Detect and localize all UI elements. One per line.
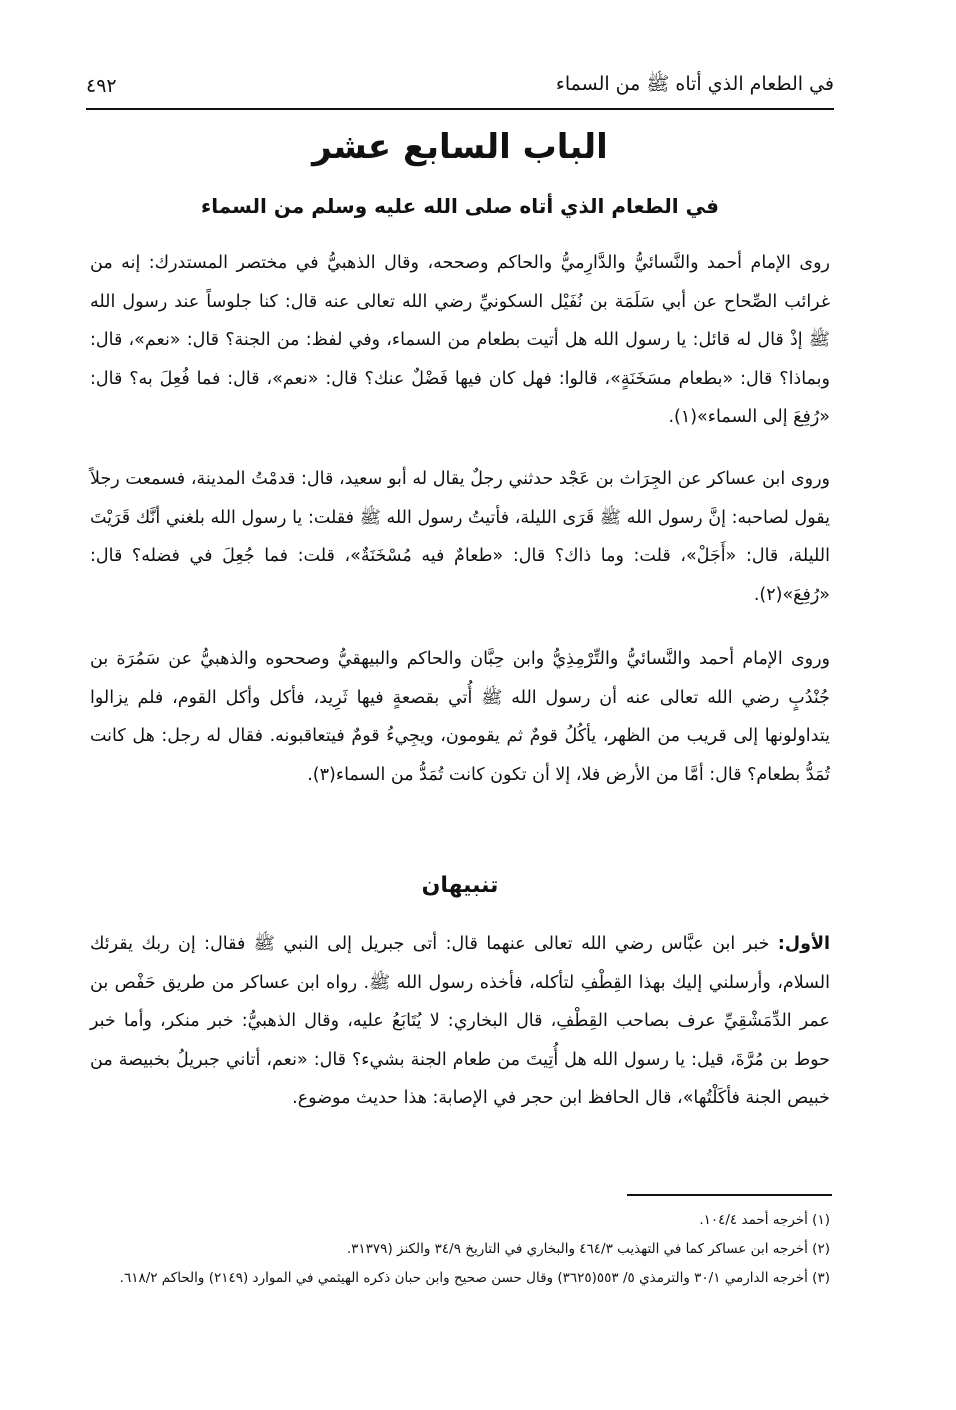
footnote-2: (٢) أخرجه ابن عساكر كما في التهذيب ٤٦٤/٣ والبخاري في التاريخ ٣٤/٩ والكنز (٣١٣٧٩. (346, 1241, 830, 1257)
section-title: تنبيهان (421, 873, 499, 898)
footnotes (90, 1206, 830, 1293)
footnote-3: (٣) أخرجه الدارمي ٣٠/١ والترمذي ٥/ ٥٥٣(٣٦٢٥) وقال حسن صحيح وابن حبان ذكره الهيثمي في الموارد (٢١٤٩) والحاكم ٦١٨/٢. (119, 1270, 830, 1286)
paragraph-2: وروى ابن عساكر عن الجِرَاث بن عَجْد حدثني رجلٌ يقال له أبو سعيد، قال: قدمْتُ المدينة، فسمعت رجلاً يقول لصاحبه: إنَّ رسول الله ﷺ قَرَى الليلة، فأتيتُ رسول الله ﷺ فقلت: يا رسول الله بلغني أنَّك قَرَيْتَ الليلة، قال: «أَجَلْ»، قلت: وما ذاك؟ قال: «طعامٌ فيه مُسْخَنَةٌ»، قلت: فما جُعِلَ في فضله؟ قال: «رُفِعَ»(٢). (90, 469, 830, 605)
footnote-1: (١) أخرجه أحمد ١٠٤/٤. (699, 1212, 830, 1228)
paragraph-4-lead: الأول: (777, 934, 830, 954)
paragraph-4 (90, 925, 830, 1118)
paragraph-3: وروى الإمام أحمد والنَّسائيُّ والتِّرْمِذِيُّ وابن حِبَّان والحاكم والبيهقيُّ وصححوه والذهبيُّ عن سَمُرَة بن جُنْدُبٍ رضي الله تعالى عنه أن رسول الله ﷺ أُتي بقصعةٍ فيها ثَرِيد، فأكل وأكل القوم، فلم يزالوا يتداولونها إلى قريب من الظهر، يأكُلُ قومٌ ثم يقومون، ويجِيءُ قومٌ فيتعاقبونه. فقال له رجل: هل كانت تُمَدُّ بطعام؟ قال: أمَّا من الأرض فلا، إلا أن تكون كانت تُمَدُّ من السماء(٣). (90, 649, 830, 785)
page-number: ٤٩٢ (86, 75, 117, 97)
paragraph-1: روى الإمام أحمد والنَّسائيُّ والدَّارِميُّ والحاكم وصححه، وقال الذهبيُّ في مختصر المستدرك: إنه من غرائب الصِّحاح عن أبي سَلَمَة بن نُفَيْل السكونيِّ رضي الله تعالى عنه قال: كنا جلوساً عند رسول الله ﷺ إذْ قال له قائل: يا رسول الله هل أتيت بطعام من السماء، وفي لفظ: من الجنة؟ قال: «نعم»، قال: وبماذا؟ قال: «بطعام مسَخَنَةٍ»، قالوا: فهل كان فيها فَضْلٌ عنك؟ قال: «نعم»، قال: فما فُعِلَ به؟ قال: «رُفِعَ إلى السماء»(١). (90, 253, 830, 427)
chapter-title: الباب السابع عشر (312, 127, 608, 167)
running-title: في الطعام الذي أتاه ﷺ من السماء (555, 73, 834, 95)
chapter-subtitle: في الطعام الذي أتاه صلى الله عليه وسلم من السماء (201, 194, 719, 218)
running-head (86, 68, 834, 104)
header-rule (86, 108, 834, 110)
paragraph-4-text: خبر ابن عبَّاس رضي الله تعالى عنهما قال: أتى جبريل إلى النبي ﷺ فقال: إن ربك يقرئك السلام، وأرسلني إليك بهذا القِطْفِ لتأكله، فأخذه رسول الله ﷺ. رواه ابن عساكر من طريق حَفْص بن عمر الدِّمَشْقِيِّ عرف بصاحب القِطْفِ، قال البخاري: لا يُتَابَعُ عليه، وقال الذهبيُّ: خبر منكر، وأما خبر حوط بن مُرَّةَ، قيل: يا رسول الله هل أُتِيتَ من طعام الجنة بشيء؟ قال: «نعم، أتاني جبريلُ بخبيصة من خبيص الجنة فأكَلْتُها»، قال الحافظ ابن حجر في الإصابة: هذا حديث موضوع. (90, 934, 830, 1108)
footnote-rule (627, 1194, 832, 1196)
